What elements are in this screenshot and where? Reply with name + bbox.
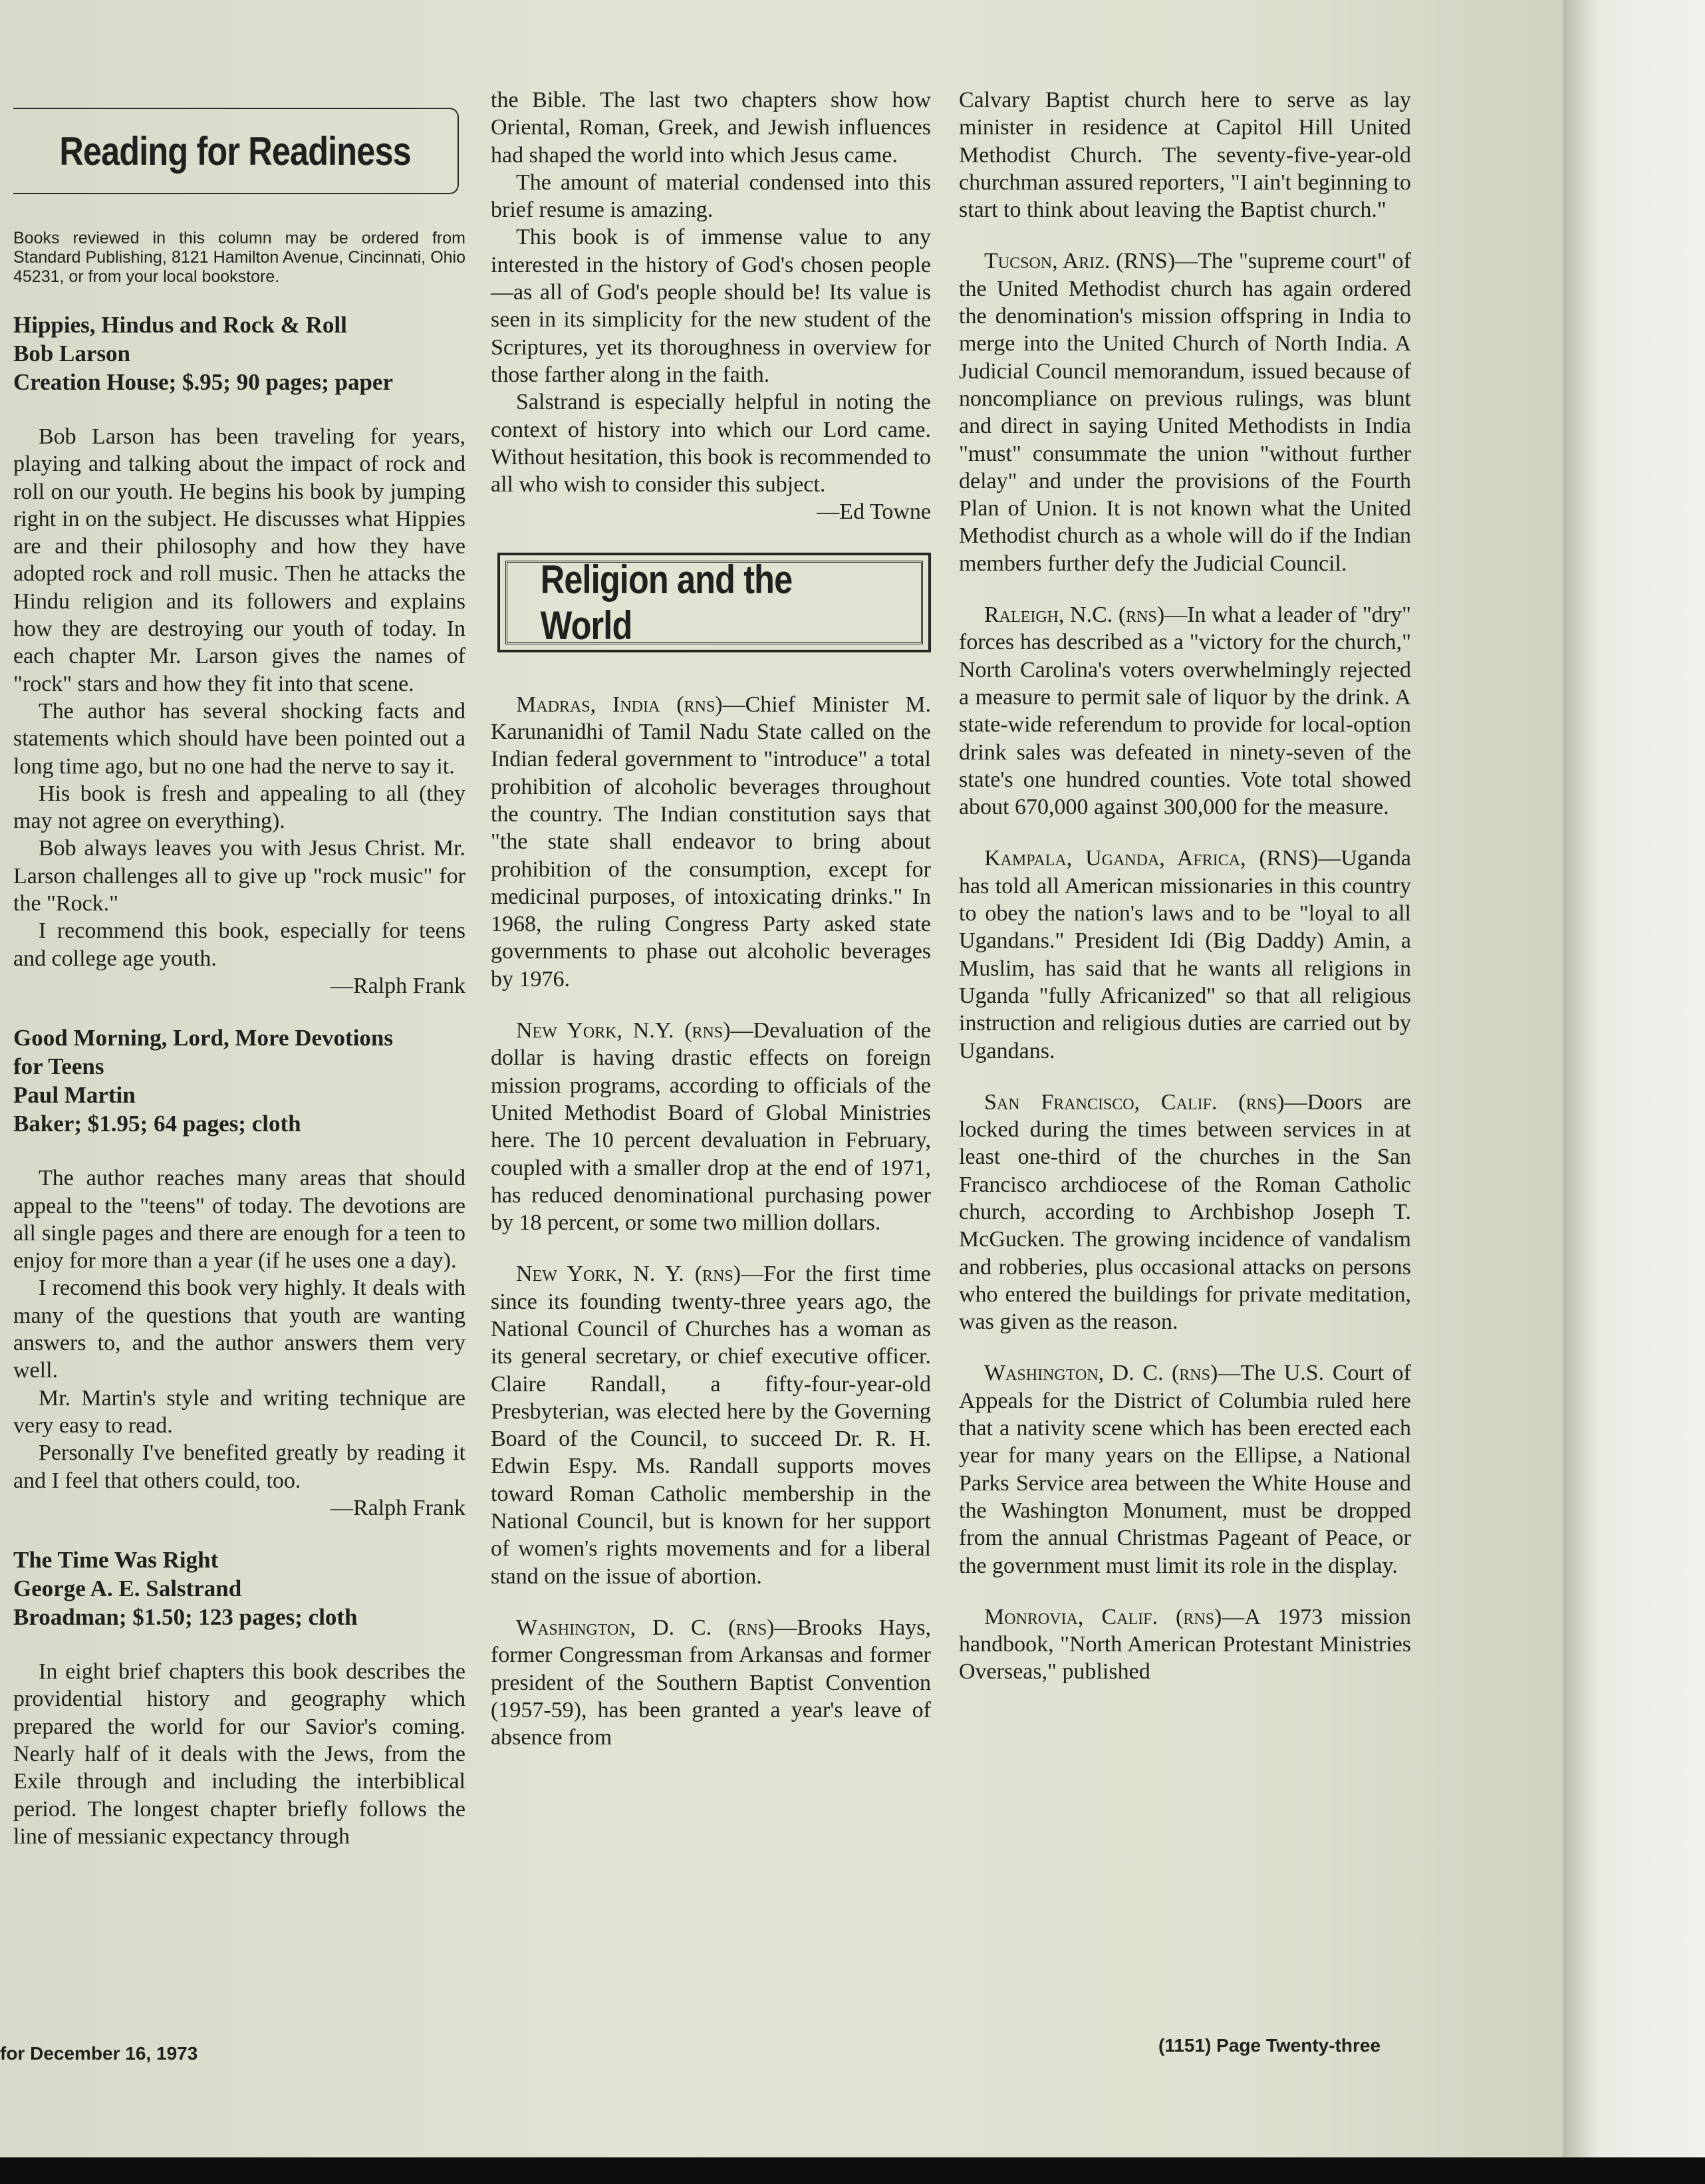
news-text: —In what a leader of "dry" forces has described as a "victory for the church," North Carolina's voters overwhelmingly rejected a measure to permit sale of liquor by the drink. A state-wide referendum to provide for local-option drink sales was defeated in ninety-seven of the state's one hundred counties. Vote total showed about 670,000 against 300,000 for the measure. <box>959 603 1411 820</box>
scan-border <box>0 2157 1705 2184</box>
book-2-info <box>13 1024 465 1138</box>
review-paragraph: Salstrand is especially helpful in noting the context of history into which our Lord came. Without hesitation, this book is recommended to all who wish to consider this subject. <box>491 390 931 497</box>
news-continuation: Calvary Baptist church here to serve as lay minister in residence at Capitol Hill United Methodist Church. The seventy-five-year-old churchman assured reporters, "I ain't beginning to start to think about leaving the Baptist church." <box>959 88 1411 223</box>
dateline: New York, N.Y. (rns) <box>516 1018 731 1043</box>
review-paragraph: In eight brief chapters this book describes the providential history and geography which prepared the world for our Savior's coming. Nearly half of it deals with the Jews, from the Exile through and including the interbiblical period. The longest chapter briefly follows the line of messianic expectancy through <box>13 1659 465 1849</box>
dateline: Washington, D. C. (rns) <box>516 1615 775 1640</box>
news-item <box>959 845 1411 1064</box>
book-author: Paul Martin <box>13 1082 136 1109</box>
dateline: Kampala, Uganda, Africa, (RNS) <box>984 846 1319 871</box>
review-paragraph: I recomend this book very highly. It deals with many of the questions that youth are wanting answers to, and the author answers them very well. <box>13 1276 465 1383</box>
dateline: San Francisco, Calif. (rns) <box>984 1089 1285 1115</box>
column-2 <box>491 86 931 1751</box>
reviewer-signature: —Ed Towne <box>817 499 931 525</box>
book-publisher: Broadman; $1.50; 123 pages; cloth <box>13 1604 358 1631</box>
news-text: —Chief Minister M. Karunanidhi of Tamil Nadu State called on the Indian federal government to "introduce" a total prohibition of alcoholic beverages throughout the country. The Indian constitution says that "the state shall endeavor to bring about prohibition of the consumption, except for medicinal purposes, of intoxicating drinks." In 1968, the ruling Congress Party asked state governments to phase out alcoholic beverages by 1976. <box>491 692 931 992</box>
news-item <box>491 1260 931 1590</box>
news-item <box>959 601 1411 821</box>
reviewer-signature: —Ralph Frank <box>330 973 465 998</box>
column-3 <box>959 86 1411 1686</box>
news-item <box>491 1017 931 1236</box>
book-publisher: Baker; $1.95; 64 pages; cloth <box>13 1111 301 1137</box>
news-item <box>959 1089 1411 1336</box>
news-text: —Doors are locked during the times between services in at least one-third of the churches in the San Francisco archdiocese of the Roman Catholic church, according to Archbishop Joseph T. McGucken. The growing incidence of vandalism and robberies, plus occasional attacks on persons who entered the buildings for private meditation, was given as the reason. <box>959 1089 1411 1335</box>
dateline: New York, N. Y. (rns) <box>516 1262 741 1287</box>
dateline: Tucson, Ariz. (RNS) <box>984 249 1176 274</box>
dateline: Raleigh, N.C. (rns) <box>984 603 1165 628</box>
news-text: —The U.S. Court of Appeals for the District of Columbia ruled here that a nativity scene which has been erected each year for many years on the Ellipse, a National Parks Service area between the White House and the Washington Monument, must be dropped from the annual Christmas Pageant of Peace, or the government must limit its role in the display. <box>959 1361 1411 1578</box>
dateline: Monrovia, Calif. (rns) <box>984 1604 1222 1629</box>
book-title: Good Morning, Lord, More Devotions <box>13 1025 394 1051</box>
ordering-note: Books reviewed in this column may be ordered from Standard Publishing, 8121 Hamilton Avenue, Cincinnati, Ohio 45231, or from your local bookstore. <box>13 229 465 286</box>
news-item <box>959 1359 1411 1579</box>
header-inner-frame <box>505 557 923 648</box>
review-paragraph: The amount of material condensed into this brief resume is amazing. <box>491 170 931 223</box>
book-1-info <box>13 311 465 396</box>
review-paragraph: Personally I've benefited greatly by reading it and I feel that others could, too. <box>13 1440 465 1493</box>
book-publisher: Creation House; $.95; 90 pages; paper <box>13 369 393 395</box>
news-item <box>959 247 1411 577</box>
news-item <box>491 1614 931 1751</box>
review-paragraph: This book is of immense value to any interested in the history of God's chosen people—as all of God's people should be! Its value is seen in its simplicity for the new student of the Scriptures, yet its thoroughness in overview for those farther along in the faith. <box>491 225 931 387</box>
news-text: —Uganda has told all American missionaries in this country to obey the nation's laws and to be "loyal to all Ugandans." President Idi (Big Daddy) Amin, a Muslim, has said that he wants all religions in Uganda "fully Africanized" so that all religious instruction and religious duties are carried out by Ugandans. <box>959 846 1411 1063</box>
review-paragraph: Bob Larson has been traveling for years, playing and talking about the impact of rock and roll on our youth. He begins his book by jumping right in on the subject. He discusses what Hippies are and their philosophy and how they have adopted rock and roll music. Then he attacks the Hindu religion and its followers and explains how they are destroying our youth of today. In each chapter Mr. Larson gives the names of "rock" stars and how they fit into that scene. <box>13 424 465 696</box>
review-paragraph: I recommend this book, especially for teens and college age youth. <box>13 918 465 971</box>
news-item <box>959 1603 1411 1686</box>
book-title-cont: for Teens <box>13 1053 104 1080</box>
dateline: Madras, India (rns) <box>516 692 723 717</box>
review-paragraph: Bob always leaves you with Jesus Christ. Mr. Larson challenges all to give up "rock music" for the "Rock." <box>13 836 465 916</box>
review-paragraph: His book is fresh and appealing to all (they may not agree on everything). <box>13 781 465 834</box>
page-number-footer: (1151) Page Twenty-three <box>1158 2035 1381 2056</box>
news-item <box>491 691 931 993</box>
book-title: Hippies, Hindus and Rock & Roll <box>13 312 347 338</box>
review-paragraph: The author has several shocking facts and statements which should have been pointed out a long time ago, but no one had the nerve to say it. <box>13 698 465 779</box>
page-edge <box>1563 0 1705 2157</box>
news-text: —Brooks Hays, former Congressman from Arkansas and former president of the Southern Baptist Convention (1957-59), has been granted a year's leave of absence from <box>491 1615 931 1750</box>
section-title: Religion and the World <box>540 557 793 648</box>
column-1 <box>13 86 465 1850</box>
book-author: George A. E. Salstrand <box>13 1575 242 1602</box>
issue-date-footer: for December 16, 1973 <box>0 2043 198 2064</box>
book-title: The Time Was Right <box>13 1547 219 1573</box>
news-text: —A 1973 mission handbook, "North American Protestant Ministries Overseas," published <box>959 1604 1411 1685</box>
review-paragraph: The author reaches many areas that should appeal to the "teens" of today. The devotions are all single pages and there are enough for a teen to enjoy for more than a year (if he uses one a day). <box>13 1166 465 1274</box>
news-text: —For the first time since its founding twenty-three years ago, the National Council of Churches has a woman as its general secretary, or chief executive officer. Claire Randall, a fifty-four-year-old Presbyterian, was elected here by the Governing Board of the Council, to succeed Dr. R. H. Edwin Espy. Ms. Randall supports moves toward Roman Catholic membership in the National Council, but is known for her support of women's rights movements and for a liberal stand on the issue of abortion. <box>491 1262 932 1589</box>
review-paragraph: Mr. Martin's style and writing technique are very easy to read. <box>13 1385 465 1438</box>
reviewer-signature: —Ralph Frank <box>330 1495 465 1520</box>
book-3-info <box>13 1546 465 1631</box>
book-author: Bob Larson <box>13 341 131 366</box>
dateline: Washington, D. C. (rns) <box>984 1361 1218 1386</box>
religion-and-the-world-header <box>497 553 931 652</box>
review-paragraph: the Bible. The last two chapters show how Oriental, Roman, Greek, and Jewish influences had shaped the world into which Jesus came. <box>491 88 931 168</box>
news-text: —Devaluation of the dollar is having drastic effects on foreign mission programs, according to officials of the United Methodist Board of Global Ministries here. The 10 percent devaluation in February, coupled with a smaller drop at the end of 1971, has reduced denominational purchasing power by 18 percent, or some two million dollars. <box>491 1018 932 1236</box>
section-title: Reading for Readiness <box>59 128 412 174</box>
news-text: —The "supreme court" of the United Methodist church has again ordered the denomination's mission offspring in India to merge into the United Church of North India. A Judicial Council memorandum, issued because of noncompliance on previous rulings, was blunt and direct in saying United Methodists in India "must" consummate the union "without further delay" and under the provisions of the Fourth Plan of Union. It is not known what the United Methodist church as a whole will do if the Indian members further defy the Judicial Council. <box>959 249 1411 576</box>
reading-for-readiness-header <box>13 108 459 194</box>
